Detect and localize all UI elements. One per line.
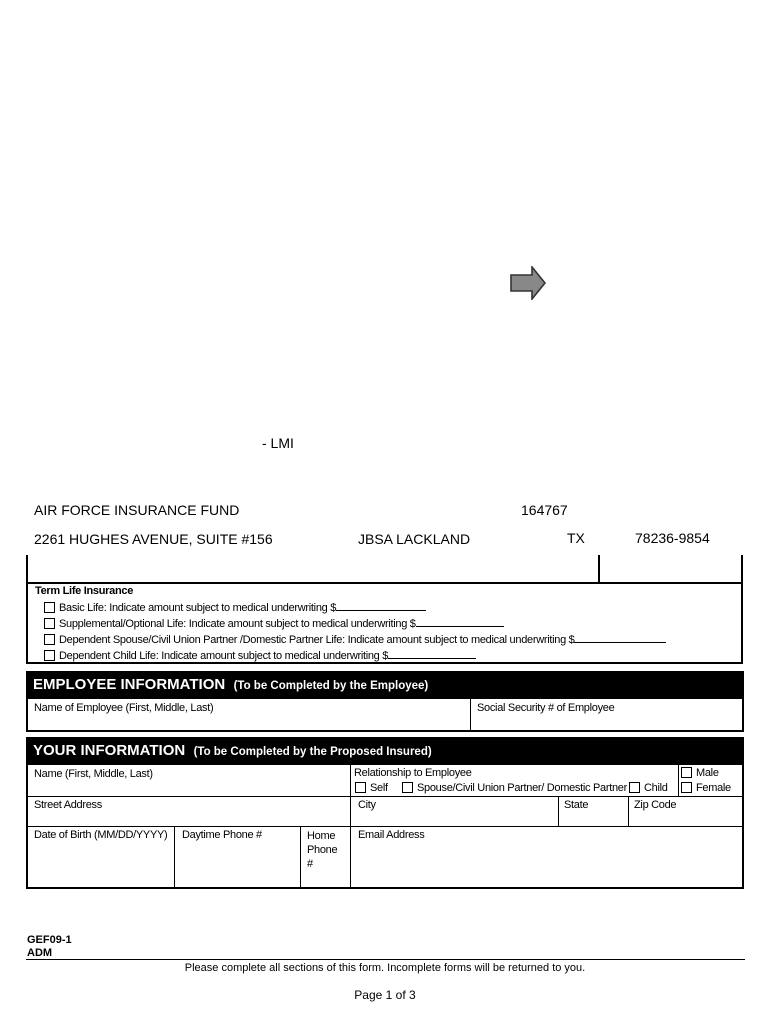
page-number: Page 1 of 3 — [354, 988, 416, 1002]
gender-male-checkbox[interactable] — [681, 767, 692, 778]
employee-info-body — [26, 699, 744, 732]
city-field[interactable]: City — [358, 799, 376, 811]
your-info-header — [26, 737, 744, 765]
gender-male-option: Male — [681, 767, 719, 779]
employee-info-header — [26, 671, 744, 699]
state-field[interactable]: State — [564, 799, 589, 811]
rule-mid — [598, 555, 600, 583]
rel-spouse-checkbox[interactable] — [402, 782, 413, 793]
your-info-body — [26, 765, 744, 889]
right-arrow-icon — [510, 266, 546, 300]
zip: 78236-9854 — [635, 530, 710, 546]
term-life-child: Dependent Child Life: Indicate amount subject to medical underwriting $ — [44, 648, 476, 662]
supplemental-life-checkbox[interactable] — [44, 618, 55, 629]
org-name: AIR FORCE INSURANCE FUND — [34, 502, 240, 518]
rule-left — [26, 555, 28, 583]
relationship-label: Relationship to Employee — [354, 767, 472, 779]
email-field[interactable]: Email Address — [358, 829, 425, 841]
street-address-field[interactable]: Street Address — [34, 799, 102, 811]
gender-female-checkbox[interactable] — [681, 782, 692, 793]
gender-female-option: Female — [681, 782, 731, 794]
city: JBSA LACKLAND — [358, 531, 471, 547]
state: TX — [567, 530, 585, 546]
spouse-life-checkbox[interactable] — [44, 634, 55, 645]
daytime-phone-field[interactable]: Daytime Phone # — [182, 829, 262, 841]
term-life-supplemental: Supplemental/Optional Life: Indicate amount subject to medical underwriting $ — [44, 616, 504, 630]
employee-info-title: EMPLOYEE INFORMATION — [33, 676, 226, 693]
form-code: GEF09-1 ADM — [27, 934, 72, 959]
footer-notice: Please complete all sections of this form. Incomplete forms will be returned to you. — [184, 962, 586, 974]
employee-info-subtitle: (To be Completed by the Employee) — [233, 680, 429, 692]
employee-ssn-field[interactable]: Social Security # of Employee — [477, 702, 615, 714]
basic-life-checkbox[interactable] — [44, 602, 55, 613]
your-info-title: YOUR INFORMATION — [33, 742, 186, 759]
policy-number: 164767 — [521, 502, 568, 518]
rel-child-option: Child — [629, 782, 668, 794]
lmi-label: - LMI — [262, 435, 294, 451]
dob-field[interactable]: Date of Birth (MM/DD/YYYY) — [34, 829, 168, 841]
rule-right — [741, 555, 743, 583]
rel-spouse-option: Spouse/Civil Union Partner/ Domestic Partner — [402, 782, 627, 794]
rel-self-checkbox[interactable] — [355, 782, 366, 793]
child-life-checkbox[interactable] — [44, 650, 55, 661]
insured-name-field[interactable]: Name (First, Middle, Last) — [34, 768, 153, 780]
term-life-title: Term Life Insurance — [35, 585, 134, 597]
your-info-subtitle: (To be Completed by the Proposed Insured) — [193, 746, 432, 758]
street-address: 2261 HUGHES AVENUE, SUITE #156 — [34, 531, 273, 547]
rel-child-checkbox[interactable] — [629, 782, 640, 793]
home-phone-field[interactable]: Home Phone # — [307, 830, 338, 870]
employee-name-field[interactable]: Name of Employee (First, Middle, Last) — [34, 702, 214, 714]
term-life-basic: Basic Life: Indicate amount subject to medical underwriting $ — [44, 600, 426, 614]
zip-code-field[interactable]: Zip Code — [634, 799, 677, 811]
term-life-spouse: Dependent Spouse/Civil Union Partner /Domestic Partner Life: Indicate amount subject to medical underwriting $ — [44, 632, 666, 646]
term-life-section — [26, 582, 743, 664]
footer-rule — [26, 959, 745, 960]
rel-self-option: Self — [355, 782, 388, 794]
